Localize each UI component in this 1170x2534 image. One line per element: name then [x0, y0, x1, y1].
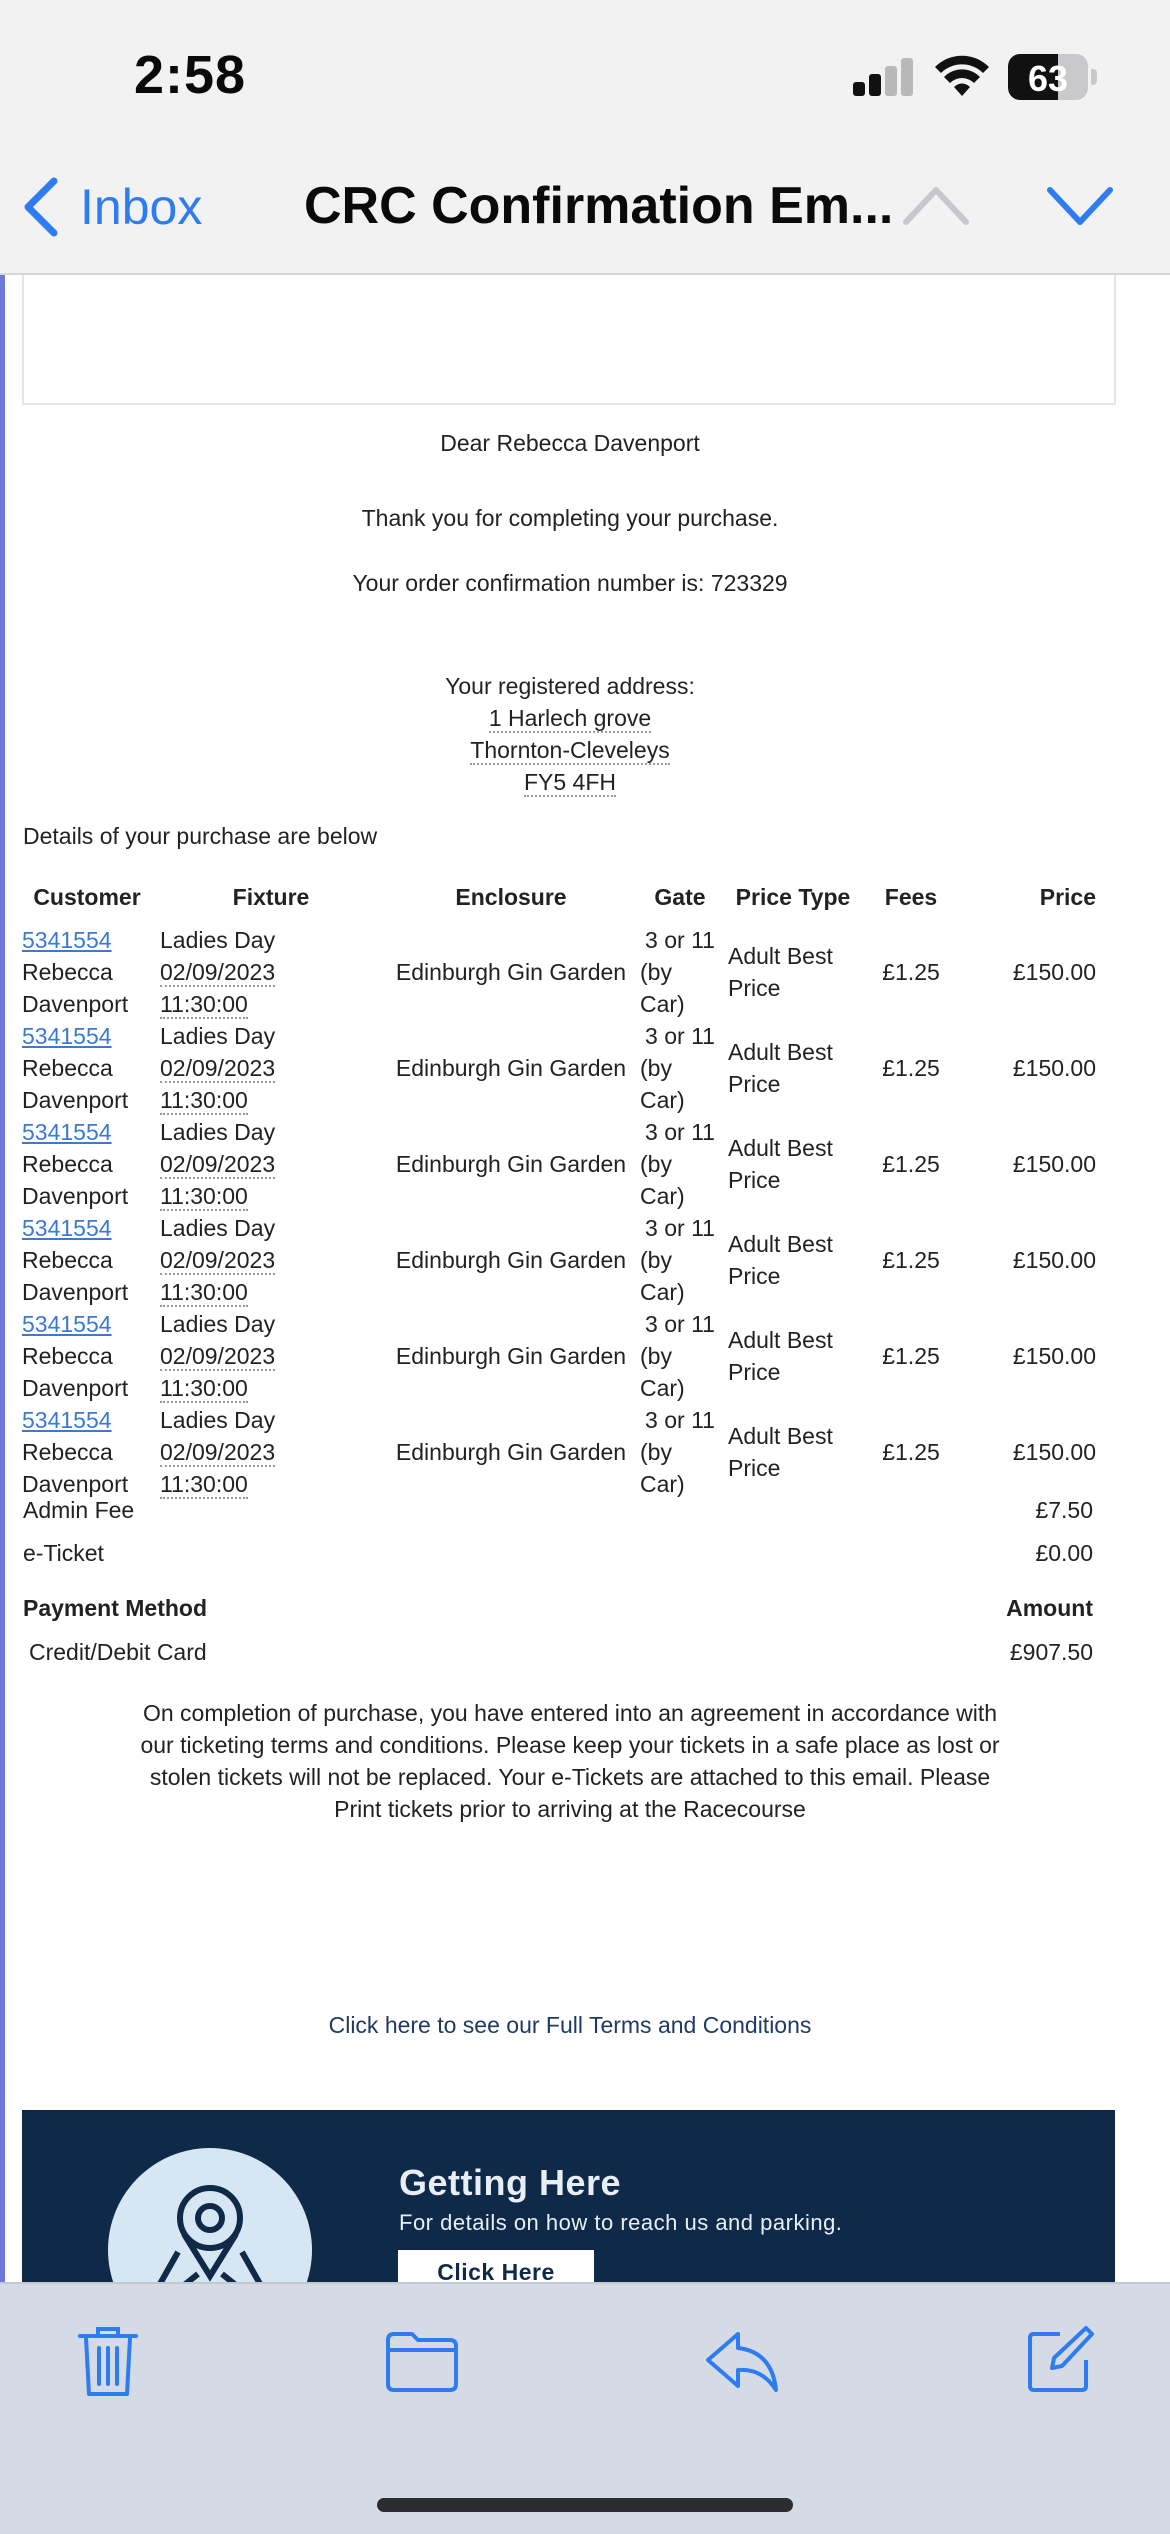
price-type-cell [724, 1020, 862, 1116]
gate-cell [636, 1308, 724, 1404]
banner-title: Getting Here [399, 2162, 622, 2203]
gate-line-1: 3 or 11 [645, 1023, 715, 1049]
customer-first-name: Rebecca [22, 959, 113, 985]
address-line: 1 Harlech grove [488, 705, 652, 731]
customer-last-name: Davenport [22, 1183, 129, 1209]
price-type-line-1: Adult Best [728, 1423, 833, 1449]
price-type-line-1: Adult Best [728, 1231, 833, 1257]
customer-last-name: Davenport [22, 1279, 129, 1305]
email-body [0, 275, 1170, 2282]
battery-percent: 63 [1027, 58, 1069, 99]
gate-cell [636, 1212, 724, 1308]
fixture-date: 02/09/2023 [160, 1055, 276, 1081]
price-type-cell [724, 1116, 862, 1212]
terms-link[interactable]: Click here to see our Full Terms and Conditions [328, 2012, 812, 2038]
enclosure-cell: Edinburgh Gin Garden [395, 1151, 627, 1177]
email-subject-title: CRC Confirmation Em... [304, 177, 894, 235]
eticket-label: e-Ticket [23, 1540, 104, 1566]
header-gate: Gate [654, 883, 706, 910]
header-price: Price [1039, 883, 1096, 910]
customer-cell [18, 1020, 156, 1116]
customer-last-name: Davenport [22, 991, 129, 1017]
fixture-time: 11:30:00 [160, 1183, 248, 1209]
price-type-line-2: Price [728, 1263, 781, 1289]
fixture-cell [156, 1308, 386, 1404]
payment-method-label: Payment Method [23, 1595, 208, 1621]
status-time: 2:58 [134, 45, 247, 105]
thanks-text: Thank you for completing your purchase. [361, 505, 779, 531]
customer-cell [18, 1308, 156, 1404]
customer-first-name: Rebecca [22, 1247, 113, 1273]
price-type-line-2: Price [728, 975, 781, 1001]
fixture-date: 02/09/2023 [160, 1247, 276, 1273]
header-fixture: Fixture [232, 883, 310, 910]
details-label: Details of your purchase are below [23, 823, 378, 849]
table-row [18, 1020, 1100, 1116]
fees-cell: £1.25 [882, 1439, 940, 1465]
fixture-time: 11:30:00 [160, 1087, 248, 1113]
fixture-date: 02/09/2023 [160, 1343, 276, 1369]
customer-id-link[interactable]: 5341554 [22, 1407, 112, 1433]
fixture-name: Ladies Day [160, 1119, 276, 1145]
header-fees: Fees [884, 883, 938, 910]
fees-cell: £1.25 [882, 1151, 940, 1177]
gate-line-1: 3 or 11 [645, 1407, 715, 1433]
price-cell: £150.00 [1012, 1055, 1096, 1081]
payment-header-row [23, 1595, 1093, 1622]
customer-first-name: Rebecca [22, 1055, 113, 1081]
price-type-cell [724, 924, 862, 1020]
table-row [18, 1308, 1100, 1404]
fees-cell: £1.25 [882, 959, 940, 985]
customer-last-name: Davenport [22, 1471, 129, 1497]
bottom-toolbar [0, 2282, 1170, 2534]
price-type-line-1: Adult Best [728, 1327, 833, 1353]
price-cell: £150.00 [1012, 959, 1096, 985]
customer-last-name: Davenport [22, 1087, 129, 1113]
eticket-row [23, 1540, 1093, 1567]
header-image-box [22, 275, 1116, 405]
gate-line-2: (by Car) [640, 1343, 685, 1401]
fixture-name: Ladies Day [160, 927, 276, 953]
customer-first-name: Rebecca [22, 1439, 113, 1465]
table-header-row [18, 880, 1100, 924]
fixture-time: 11:30:00 [160, 991, 248, 1017]
greeting: Dear Rebecca Davenport [440, 430, 700, 456]
customer-id-link[interactable]: 5341554 [22, 1311, 112, 1337]
fixture-cell [156, 1116, 386, 1212]
customer-cell [18, 924, 156, 1020]
payment-method-value: Credit/Debit Card [29, 1639, 207, 1665]
payment-row [23, 1639, 1093, 1666]
eticket-value: £0.00 [1035, 1540, 1093, 1566]
wifi-icon [934, 52, 990, 98]
fixture-time: 11:30:00 [160, 1471, 248, 1497]
price-cell: £150.00 [1012, 1343, 1096, 1369]
customer-id-link[interactable]: 5341554 [22, 1215, 112, 1241]
enclosure-cell: Edinburgh Gin Garden [395, 1439, 627, 1465]
customer-last-name: Davenport [22, 1375, 129, 1401]
fixture-cell [156, 1020, 386, 1116]
header-customer: Customer [33, 883, 141, 910]
back-label: Inbox [80, 179, 203, 235]
enclosure-cell: Edinburgh Gin Garden [395, 1343, 627, 1369]
fixture-time: 11:30:00 [160, 1375, 248, 1401]
fixture-date: 02/09/2023 [160, 1439, 276, 1465]
gate-line-2: (by Car) [640, 1439, 685, 1497]
gate-line-1: 3 or 11 [645, 1311, 715, 1337]
gate-line-2: (by Car) [640, 959, 685, 1017]
amount-value: £907.50 [1009, 1639, 1093, 1665]
top-bar [0, 0, 1170, 275]
admin-fee-value: £7.50 [1035, 1497, 1093, 1523]
price-cell: £150.00 [1012, 1439, 1096, 1465]
chevron-left-icon [22, 177, 58, 237]
price-type-line-1: Adult Best [728, 943, 833, 969]
enclosure-cell: Edinburgh Gin Garden [395, 1247, 627, 1273]
fixture-date: 02/09/2023 [160, 959, 276, 985]
gate-line-2: (by Car) [640, 1151, 685, 1209]
admin-fee-label: Admin Fee [23, 1497, 135, 1523]
map-pin-icon [108, 2148, 312, 2282]
price-type-cell [724, 1404, 862, 1500]
price-type-line-2: Price [728, 1071, 781, 1097]
customer-id-link[interactable]: 5341554 [22, 927, 112, 953]
price-type-line-2: Price [728, 1359, 781, 1385]
purchase-table [18, 880, 1100, 1500]
click-here-button[interactable]: Click Here [398, 2250, 594, 2282]
address-label: Your registered address: [445, 673, 695, 699]
fixture-time: 11:30:00 [160, 1279, 248, 1305]
price-type-line-2: Price [728, 1167, 781, 1193]
customer-cell [18, 1212, 156, 1308]
header-enclosure: Enclosure [455, 883, 567, 910]
enclosure-cell: Edinburgh Gin Garden [395, 959, 627, 985]
terms-note: On completion of purchase, you have entered into an agreement in accordance with our ticketing terms and conditions. Please keep your tickets in a safe place as lost or stolen tickets will not be replaced. Your e-Tickets are attached to this email. Please Print tickets prior to arriving at the Racecourse [140, 1700, 1000, 1822]
reply-icon[interactable] [704, 2328, 780, 2396]
fixture-cell [156, 1404, 386, 1500]
address-line: FY5 4FH [523, 769, 617, 795]
gate-cell [636, 924, 724, 1020]
price-cell: £150.00 [1012, 1247, 1096, 1273]
back-button[interactable] [22, 172, 202, 242]
gate-cell [636, 1404, 724, 1500]
fees-cell: £1.25 [882, 1343, 940, 1369]
fees-cell: £1.25 [882, 1247, 940, 1273]
table-row [18, 924, 1100, 1020]
compose-icon[interactable] [1024, 2324, 1096, 2396]
enclosure-cell: Edinburgh Gin Garden [395, 1055, 627, 1081]
fixture-name: Ladies Day [160, 1215, 276, 1241]
battery-tip [1091, 69, 1097, 85]
table-row [18, 1404, 1100, 1500]
folder-icon[interactable] [384, 2330, 460, 2394]
banner-subtitle: For details on how to reach us and parking. [399, 2210, 843, 2235]
address-line: Thornton-Cleveleys [470, 737, 670, 763]
getting-here-banner [22, 2110, 1115, 2282]
gate-cell [636, 1020, 724, 1116]
fees-cell: £1.25 [882, 1055, 940, 1081]
customer-cell [18, 1116, 156, 1212]
gate-line-1: 3 or 11 [645, 1215, 715, 1241]
battery-icon [1008, 54, 1088, 100]
registered-address [0, 670, 1140, 798]
home-indicator [377, 2498, 793, 2512]
fixture-cell [156, 1212, 386, 1308]
table-row [18, 1116, 1100, 1212]
customer-first-name: Rebecca [22, 1343, 113, 1369]
customer-id-link[interactable]: 5341554 [22, 1119, 112, 1145]
price-type-line-1: Adult Best [728, 1039, 833, 1065]
fixture-name: Ladies Day [160, 1023, 276, 1049]
customer-cell [18, 1404, 156, 1500]
price-type-line-2: Price [728, 1455, 781, 1481]
price-type-line-1: Adult Best [728, 1135, 833, 1161]
price-cell: £150.00 [1012, 1151, 1096, 1177]
table-row [18, 1212, 1100, 1308]
cellular-signal-icon [853, 56, 913, 96]
header-price-type: Price Type [735, 883, 851, 910]
gate-cell [636, 1116, 724, 1212]
price-type-cell [724, 1308, 862, 1404]
customer-id-link[interactable]: 5341554 [22, 1023, 112, 1049]
customer-first-name: Rebecca [22, 1151, 113, 1177]
fixture-cell [156, 924, 386, 1020]
price-type-cell [724, 1212, 862, 1308]
fixture-name: Ladies Day [160, 1407, 276, 1433]
gate-line-2: (by Car) [640, 1055, 685, 1113]
gate-line-2: (by Car) [640, 1247, 685, 1305]
admin-fee-row [23, 1497, 1093, 1524]
next-message-button[interactable] [1044, 180, 1116, 230]
fixture-date: 02/09/2023 [160, 1151, 276, 1177]
order-confirmation: Your order confirmation number is: 723329 [352, 570, 788, 596]
gate-line-1: 3 or 11 [645, 927, 715, 953]
fixture-name: Ladies Day [160, 1311, 276, 1337]
gate-line-1: 3 or 11 [645, 1119, 715, 1145]
previous-message-button[interactable] [900, 180, 972, 230]
trash-icon[interactable] [76, 2324, 140, 2400]
amount-label: Amount [1006, 1595, 1093, 1621]
